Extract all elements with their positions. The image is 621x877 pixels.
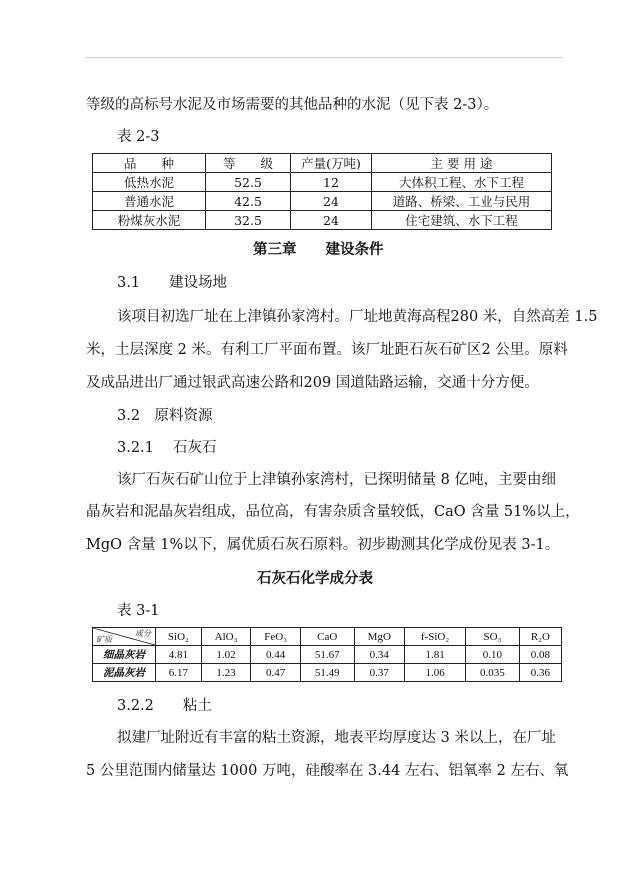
cell: 1.23	[201, 664, 251, 682]
cell: 粉煤灰水泥	[93, 211, 206, 230]
header-cell: AlO₃	[201, 628, 251, 646]
header-rule	[86, 57, 562, 58]
table-row	[93, 211, 552, 230]
paragraph-line: 该厂石灰石矿山位于上津镇孙家湾村，已探明储量 8 亿吨，主要由细	[117, 472, 556, 488]
section-3-2-heading: 3.2 原料资源	[117, 408, 213, 424]
section-3-2-2-heading: 3.2.2 粘土	[117, 698, 212, 714]
table-row	[93, 664, 562, 682]
cell: 1.06	[405, 664, 466, 682]
intro-paragraph: 等级的高标号水泥及市场需要的其他品种的水泥（见下表 2-3）。	[86, 97, 499, 113]
header-cell: CaO	[300, 628, 354, 646]
paragraph-line: 及成品进出厂通过银武高速公路和209 国道陆路运输，交通十分方便。	[86, 375, 539, 391]
header-cell: 等 级	[206, 154, 291, 173]
cell: 24	[291, 192, 372, 211]
paragraph-line: 5 公里范围内储量达 1000 万吨，硅酸率在 3.44 左右、铝氧率 2 左右、氧	[86, 763, 569, 779]
paragraph-line: 该项目初选厂址在上津镇孙家湾村。厂址地黄海高程280 米，自然高差 1.5	[117, 309, 598, 325]
chapter-title: 第三章 建设条件	[253, 241, 384, 258]
table-row	[93, 192, 552, 211]
cell: 24	[291, 211, 372, 230]
cell: 0.37	[354, 664, 405, 682]
table-row	[93, 646, 562, 664]
paragraph-line: 拟建厂址附近有丰富的粘土资源，地表平均厚度达 3 米以上，在厂址	[117, 730, 556, 746]
table-2-3	[92, 153, 552, 230]
row-label: 细晶灰岩	[93, 646, 156, 664]
table-3-1-title: 石灰石化学成分表	[257, 570, 373, 587]
cell: 1.02	[201, 646, 251, 664]
cell: 42.5	[206, 192, 291, 211]
cell: 32.5	[206, 211, 291, 230]
table-3-1-caption: 表 3-1	[117, 603, 160, 619]
cell: 0.44	[251, 646, 301, 664]
paragraph-line: 晶灰岩和泥晶灰岩组成，品位高，有害杂质含量较低，CaO 含量 51%以上，	[86, 504, 580, 520]
cell: 52.5	[206, 173, 291, 192]
cell: 0.10	[466, 646, 520, 664]
row-label: 泥晶灰岩	[93, 664, 156, 682]
section-3-2-1-heading: 3.2.1 石灰石	[117, 440, 217, 456]
paragraph-line: 米，土层深度 2 米。有利工厂平面布置。该厂址距石灰石矿区2 公里。原料	[86, 342, 568, 358]
header-cell: FeO₃	[251, 628, 301, 646]
cell: 0.34	[354, 646, 405, 664]
header-cell: f-SiO₂	[405, 628, 466, 646]
cell: 道路、桥梁、工业与民用	[372, 192, 552, 211]
diagonal-header-cell	[93, 628, 156, 646]
corner-bottom-label: 矿质	[96, 635, 112, 644]
table-2-3-caption: 表 2-3	[117, 129, 160, 145]
cell: 普通水泥	[93, 192, 206, 211]
corner-top-label: 成分	[135, 629, 151, 638]
cell: 0.47	[251, 664, 301, 682]
header-cell: 品 种	[93, 154, 206, 173]
cell: 0.08	[519, 646, 561, 664]
cell: 大体积工程、水下工程	[372, 173, 552, 192]
cell: 0.36	[519, 664, 561, 682]
header-cell: R₂O	[519, 628, 561, 646]
cell: 12	[291, 173, 372, 192]
cell: 6.17	[156, 664, 202, 682]
header-cell: 主 要 用 途	[372, 154, 552, 173]
header-cell: 产量(万吨)	[291, 154, 372, 173]
cell: 51.67	[300, 646, 354, 664]
section-3-1-heading: 3.1 建设场地	[117, 275, 228, 291]
cell: 住宅建筑、水下工程	[372, 211, 552, 230]
cell: 1.81	[405, 646, 466, 664]
table-3-1	[92, 627, 562, 682]
table-row	[93, 173, 552, 192]
header-cell: SiO₂	[156, 628, 202, 646]
table-header-row	[93, 154, 552, 173]
cell: 低热水泥	[93, 173, 206, 192]
paragraph-line: MgO 含量 1%以下，属优质石灰石原料。初步勘测其化学成份见表 3-1。	[86, 537, 560, 553]
cell: 4.81	[156, 646, 202, 664]
table-header-row	[93, 628, 562, 646]
cell: 0.035	[466, 664, 520, 682]
header-cell: SO₃	[466, 628, 520, 646]
header-cell: MgO	[354, 628, 405, 646]
cell: 51.49	[300, 664, 354, 682]
